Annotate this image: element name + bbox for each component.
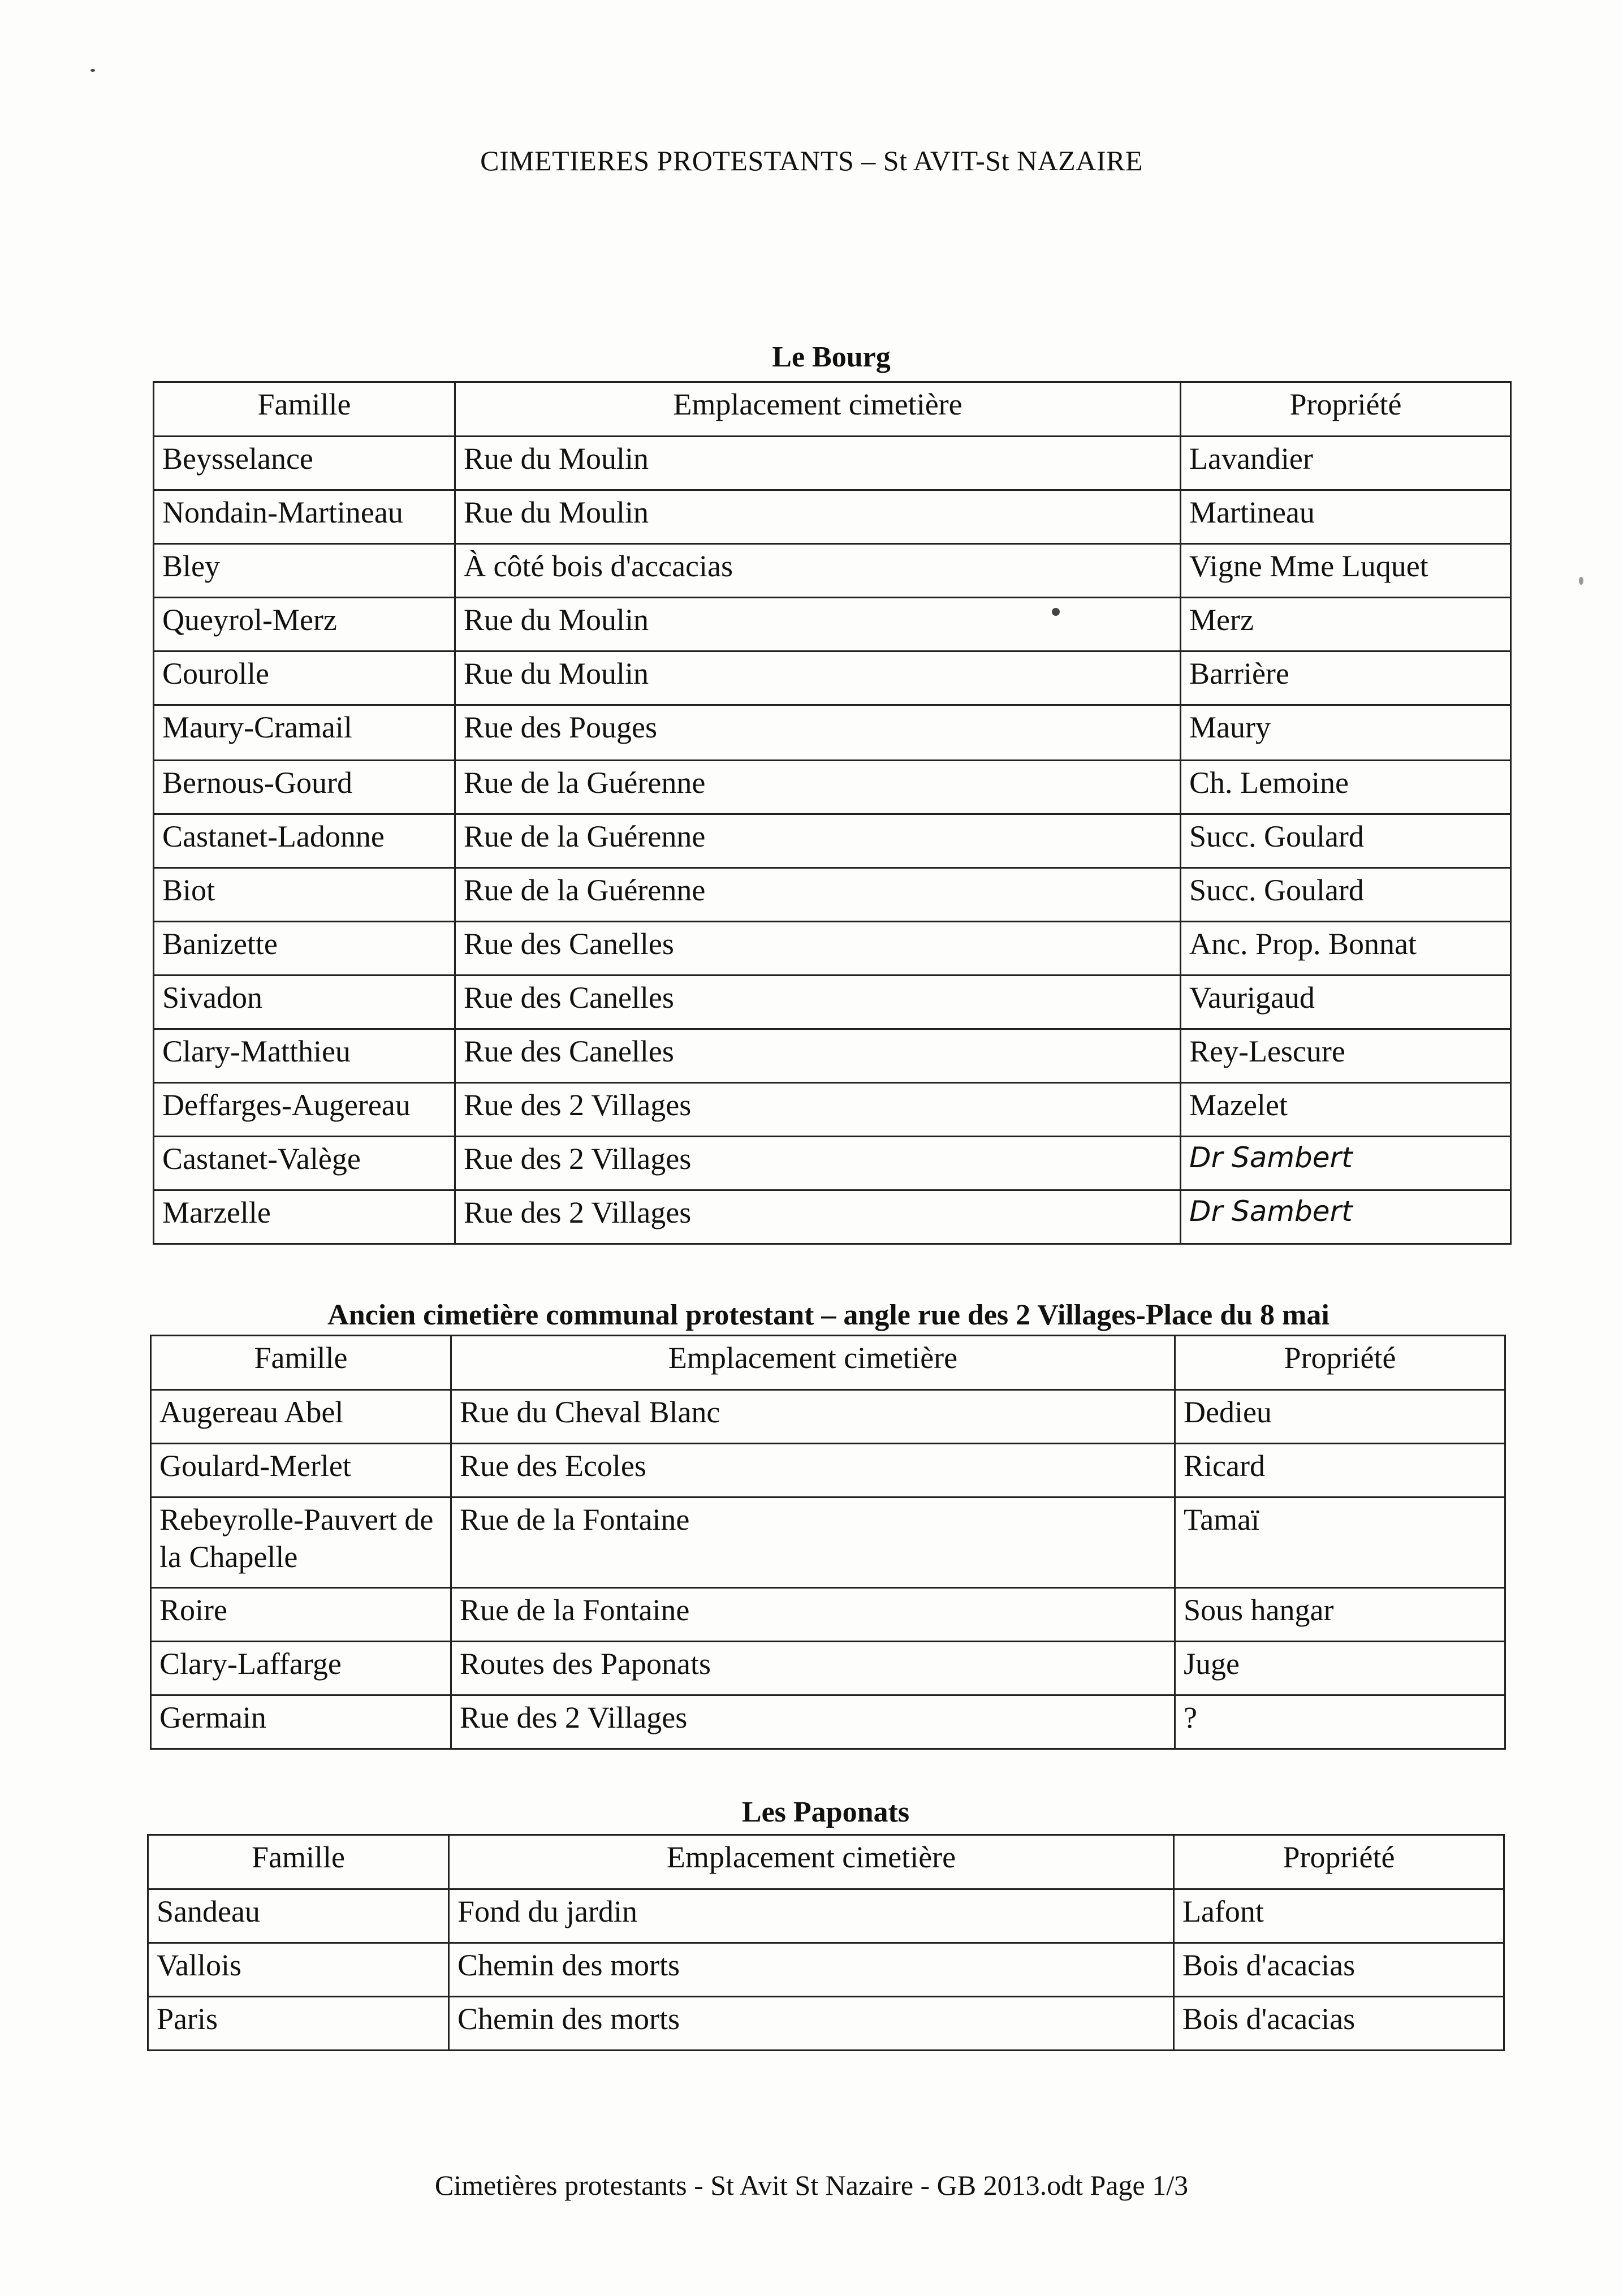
table-row — [151, 1497, 1505, 1588]
table-row — [151, 1588, 1505, 1642]
cell-emplacement: Chemin des morts — [449, 1943, 1174, 1997]
cell-emplacement: Rue de la Guérenne — [455, 814, 1181, 868]
cell-propriete: Bois d'acacias — [1174, 1997, 1504, 2051]
table-row — [154, 598, 1511, 651]
table-row — [148, 1889, 1504, 1943]
table-row — [148, 1997, 1504, 2051]
cell-propriete: Bois d'acacias — [1174, 1943, 1504, 1997]
column-header-propriete: Propriété — [1181, 382, 1511, 437]
table-row — [154, 922, 1511, 976]
cell-famille: Queyrol-Merz — [154, 598, 455, 651]
cell-propriete: Barrière — [1181, 651, 1511, 705]
scan-speck — [1579, 577, 1583, 585]
document-title: CIMETIERES PROTESTANTS – St AVIT-St NAZAIRE — [480, 145, 1143, 176]
cell-famille: Roire — [151, 1588, 451, 1642]
cell-emplacement: Rue de la Guérenne — [455, 868, 1181, 922]
cell-propriete: Succ. Goulard — [1181, 814, 1511, 868]
table-row — [154, 705, 1511, 761]
cell-propriete: Ch. Lemoine — [1181, 761, 1511, 814]
cell-propriete: Succ. Goulard — [1181, 868, 1511, 922]
page-footer: Cimetières protestants - St Avit St Nazaire - GB 2013.odt Page 1/3 — [434, 2169, 1189, 2201]
column-header-emplacement: Emplacement cimetière — [449, 1835, 1174, 1889]
cell-famille: Clary-Matthieu — [154, 1029, 455, 1083]
cell-famille: Biot — [154, 868, 455, 922]
cell-emplacement: Rue du Cheval Blanc — [451, 1390, 1175, 1444]
cell-famille: Castanet-Ladonne — [154, 814, 455, 868]
cell-emplacement: Rue de la Fontaine — [451, 1588, 1175, 1642]
scan-speck — [90, 69, 95, 72]
cell-emplacement: Rue des 2 Villages — [455, 1083, 1181, 1137]
cell-propriete: Lavandier — [1181, 437, 1511, 490]
table-row — [151, 1695, 1505, 1749]
column-header-famille: Famille — [151, 1336, 451, 1390]
cell-propriete: Mazelet — [1181, 1083, 1511, 1137]
table-row — [151, 1444, 1505, 1497]
cell-propriete: Lafont — [1174, 1889, 1504, 1943]
table-row — [154, 868, 1511, 922]
cell-emplacement: Rue du Moulin — [455, 598, 1181, 651]
cell-propriete: ? — [1175, 1695, 1505, 1749]
scan-speck — [1052, 608, 1060, 616]
cell-famille: Goulard-Merlet — [151, 1444, 451, 1497]
cell-emplacement: Routes des Paponats — [451, 1642, 1175, 1695]
cell-famille: Deffarges-Augereau — [154, 1083, 455, 1137]
cell-famille: Paris — [148, 1997, 449, 2051]
cell-famille: Bley — [154, 544, 455, 598]
cell-famille: Castanet-Valège — [154, 1137, 455, 1190]
table-row — [151, 1642, 1505, 1695]
table-row — [154, 814, 1511, 868]
table-row — [154, 1029, 1511, 1083]
cell-emplacement: Rue de la Fontaine — [451, 1497, 1175, 1588]
cell-famille: Sandeau — [148, 1889, 449, 1943]
cell-famille: Bernous-Gourd — [154, 761, 455, 814]
cell-famille: Germain — [151, 1695, 451, 1749]
cell-famille: Marzelle — [154, 1190, 455, 1244]
cell-propriete: Tamaï — [1175, 1497, 1505, 1588]
column-header-emplacement: Emplacement cimetière — [455, 382, 1181, 437]
table-row — [154, 1190, 1511, 1244]
cell-emplacement: Rue de la Guérenne — [455, 761, 1181, 814]
cell-famille: Vallois — [148, 1943, 449, 1997]
cell-propriete: Vigne Mme Luquet — [1181, 544, 1511, 598]
cell-famille: Clary-Laffarge — [151, 1642, 451, 1695]
cell-propriete: Rey-Lescure — [1181, 1029, 1511, 1083]
table-row — [154, 761, 1511, 814]
column-header-propriete: Propriété — [1175, 1336, 1505, 1390]
cell-propriete: Merz — [1181, 598, 1511, 651]
table-row — [151, 1390, 1505, 1444]
cell-famille: Maury-Cramail — [154, 705, 455, 761]
cell-famille: Rebeyrolle-Pauvert de la Chapelle — [151, 1497, 451, 1588]
cell-propriete: Dedieu — [1175, 1390, 1505, 1444]
column-header-famille: Famille — [154, 382, 455, 437]
cell-propriete: Sous hangar — [1175, 1588, 1505, 1642]
cell-emplacement: Rue des 2 Villages — [455, 1137, 1181, 1190]
cell-propriete: Maury — [1181, 705, 1511, 761]
cell-emplacement: À côté bois d'accacias — [455, 544, 1181, 598]
cell-propriete: Juge — [1175, 1642, 1505, 1695]
cell-emplacement: Rue des 2 Villages — [455, 1190, 1181, 1244]
cell-propriete: Martineau — [1181, 490, 1511, 544]
cell-emplacement: Rue des Ecoles — [451, 1444, 1175, 1497]
cell-emplacement: Rue des Pouges — [455, 705, 1181, 761]
cell-famille: Nondain-Martineau — [154, 490, 455, 544]
cell-emplacement: Rue du Moulin — [455, 437, 1181, 490]
cell-propriete: Dr Sambert — [1181, 1190, 1511, 1244]
cell-emplacement: Rue des Canelles — [455, 976, 1181, 1029]
cell-propriete: Anc. Prop. Bonnat — [1181, 922, 1511, 976]
table-row — [154, 437, 1511, 490]
cell-emplacement: Rue des Canelles — [455, 922, 1181, 976]
cell-emplacement: Rue du Moulin — [455, 490, 1181, 544]
cell-famille: Sivadon — [154, 976, 455, 1029]
cell-propriete: Dr Sambert — [1181, 1137, 1511, 1190]
table-row — [154, 651, 1511, 705]
table-ancien-cimetiere — [150, 1335, 1506, 1750]
table-row — [154, 544, 1511, 598]
cell-emplacement: Rue du Moulin — [455, 651, 1181, 705]
column-header-famille: Famille — [148, 1835, 449, 1889]
cell-famille: Banizette — [154, 922, 455, 976]
column-header-emplacement: Emplacement cimetière — [451, 1336, 1175, 1390]
table-row — [154, 1137, 1511, 1190]
cell-propriete: Ricard — [1175, 1444, 1505, 1497]
cell-emplacement: Rue des Canelles — [455, 1029, 1181, 1083]
cell-emplacement: Rue des 2 Villages — [451, 1695, 1175, 1749]
section-title-le-bourg: Le Bourg — [772, 341, 891, 373]
table-les-paponats — [147, 1834, 1505, 2051]
cell-famille: Augereau Abel — [151, 1390, 451, 1444]
cell-propriete: Vaurigaud — [1181, 976, 1511, 1029]
table-le-bourg — [153, 381, 1512, 1245]
section-title-ancien-cimetiere: Ancien cimetière communal protestant – angle rue des 2 Villages-Place du 8 mai — [327, 1299, 1330, 1331]
cell-emplacement: Fond du jardin — [449, 1889, 1174, 1943]
cell-emplacement: Chemin des morts — [449, 1997, 1174, 2051]
table-row — [154, 490, 1511, 544]
table-row — [154, 1083, 1511, 1137]
table-row — [154, 976, 1511, 1029]
column-header-propriete: Propriété — [1174, 1835, 1504, 1889]
table-row — [148, 1943, 1504, 1997]
section-title-les-paponats: Les Paponats — [741, 1796, 910, 1828]
cell-famille: Courolle — [154, 651, 455, 705]
cell-famille: Beysselance — [154, 437, 455, 490]
